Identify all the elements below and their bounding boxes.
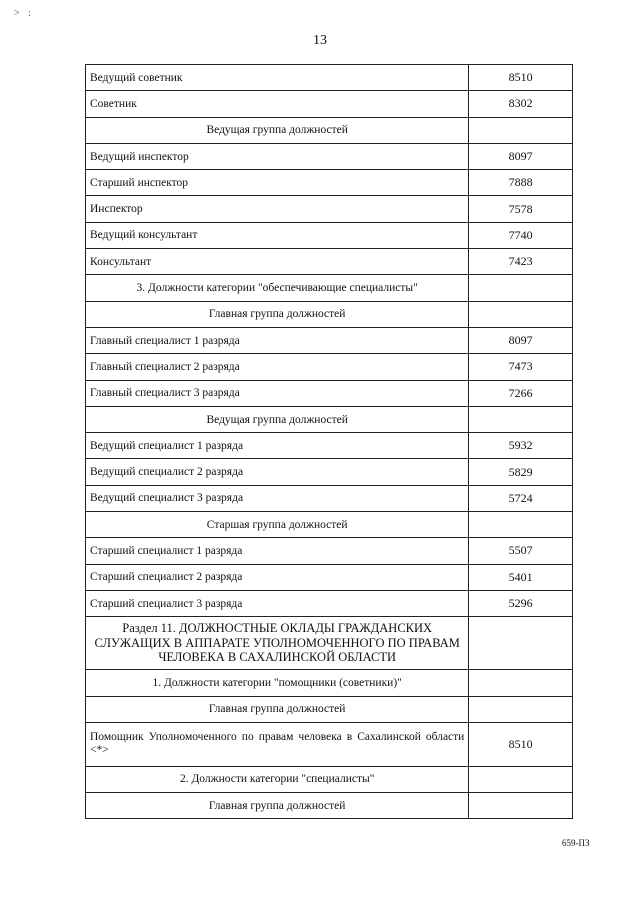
position-name: Советник — [86, 91, 469, 117]
position-name: Помощник Уполномоченного по правам человека в Сахалинской области <*> — [86, 722, 469, 766]
table-row — [86, 143, 573, 169]
salary-value: 5296 — [469, 590, 573, 616]
salary-value: 8097 — [469, 143, 573, 169]
position-name: Главный специалист 1 разряда — [86, 327, 469, 353]
position-name: Главный специалист 3 разряда — [86, 380, 469, 406]
position-name: Ведущий инспектор — [86, 143, 469, 169]
table-row — [86, 249, 573, 275]
document-code: 659-ПЗ — [562, 838, 590, 848]
category-title: 3. Должности категории "обеспечивающие специалисты" — [86, 275, 469, 301]
table-row — [86, 170, 573, 196]
group-title: Ведущая группа должностей — [86, 117, 469, 143]
group-title: Старшая группа должностей — [86, 512, 469, 538]
table-row — [86, 722, 573, 766]
table-row — [86, 222, 573, 248]
salary-value: 5932 — [469, 433, 573, 459]
position-name: Ведущий советник — [86, 65, 469, 91]
group-header-row — [86, 406, 573, 432]
position-name: Ведущий специалист 1 разряда — [86, 433, 469, 459]
page-number: 13 — [313, 33, 327, 48]
salary-value — [469, 793, 573, 819]
position-name: Старший специалист 1 разряда — [86, 538, 469, 564]
salary-value: 8097 — [469, 327, 573, 353]
table-row — [86, 65, 573, 91]
group-header-row — [86, 793, 573, 819]
salary-table — [85, 64, 573, 819]
salary-value: 5507 — [469, 538, 573, 564]
group-title: Главная группа должностей — [86, 696, 469, 722]
category-header-row — [86, 766, 573, 792]
salary-value: 7473 — [469, 354, 573, 380]
position-name: Консультант — [86, 249, 469, 275]
salary-value: 5401 — [469, 564, 573, 590]
position-name: Старший специалист 3 разряда — [86, 590, 469, 616]
salary-value: 5829 — [469, 459, 573, 485]
position-name: Инспектор — [86, 196, 469, 222]
salary-value: 7266 — [469, 380, 573, 406]
position-name: Старший инспектор — [86, 170, 469, 196]
table-row — [86, 433, 573, 459]
salary-value: 5724 — [469, 485, 573, 511]
group-header-row — [86, 301, 573, 327]
salary-value: 8510 — [469, 65, 573, 91]
category-header-row — [86, 670, 573, 696]
salary-value — [469, 301, 573, 327]
table-row — [86, 590, 573, 616]
category-header-row — [86, 275, 573, 301]
position-name: Ведущий специалист 2 разряда — [86, 459, 469, 485]
table-row — [86, 380, 573, 406]
group-header-row — [86, 117, 573, 143]
category-title: 2. Должности категории "специалисты" — [86, 766, 469, 792]
salary-value: 7740 — [469, 222, 573, 248]
group-title: Ведущая группа должностей — [86, 406, 469, 432]
scan-mark: > : — [14, 8, 34, 19]
position-name: Ведущий консультант — [86, 222, 469, 248]
table-row — [86, 354, 573, 380]
position-name: Старший специалист 2 разряда — [86, 564, 469, 590]
section-title: Раздел 11. ДОЛЖНОСТНЫЕ ОКЛАДЫ ГРАЖДАНСКИХ СЛУЖАЩИХ В АППАРАТЕ УПОЛНОМОЧЕННОГО ПО ПРАВАМ ЧЕЛОВЕКА В САХАЛИНСКОЙ ОБЛАСТИ — [86, 617, 469, 670]
category-title: 1. Должности категории "помощники (советники)" — [86, 670, 469, 696]
salary-value — [469, 406, 573, 432]
salary-value: 7423 — [469, 249, 573, 275]
salary-value: 8510 — [469, 722, 573, 766]
table-row — [86, 485, 573, 511]
salary-value — [469, 117, 573, 143]
section-header-row — [86, 617, 573, 670]
salary-value — [469, 766, 573, 792]
salary-value — [469, 696, 573, 722]
salary-value — [469, 275, 573, 301]
salary-value — [469, 512, 573, 538]
position-name: Главный специалист 2 разряда — [86, 354, 469, 380]
group-header-row — [86, 696, 573, 722]
salary-value: 8302 — [469, 91, 573, 117]
group-header-row — [86, 512, 573, 538]
salary-value: 7888 — [469, 170, 573, 196]
salary-value — [469, 617, 573, 670]
salary-value — [469, 670, 573, 696]
table-row — [86, 91, 573, 117]
table-row — [86, 538, 573, 564]
salary-value: 7578 — [469, 196, 573, 222]
position-name: Ведущий специалист 3 разряда — [86, 485, 469, 511]
table-row — [86, 327, 573, 353]
group-title: Главная группа должностей — [86, 793, 469, 819]
table-row — [86, 459, 573, 485]
table-row — [86, 196, 573, 222]
table-row — [86, 564, 573, 590]
group-title: Главная группа должностей — [86, 301, 469, 327]
